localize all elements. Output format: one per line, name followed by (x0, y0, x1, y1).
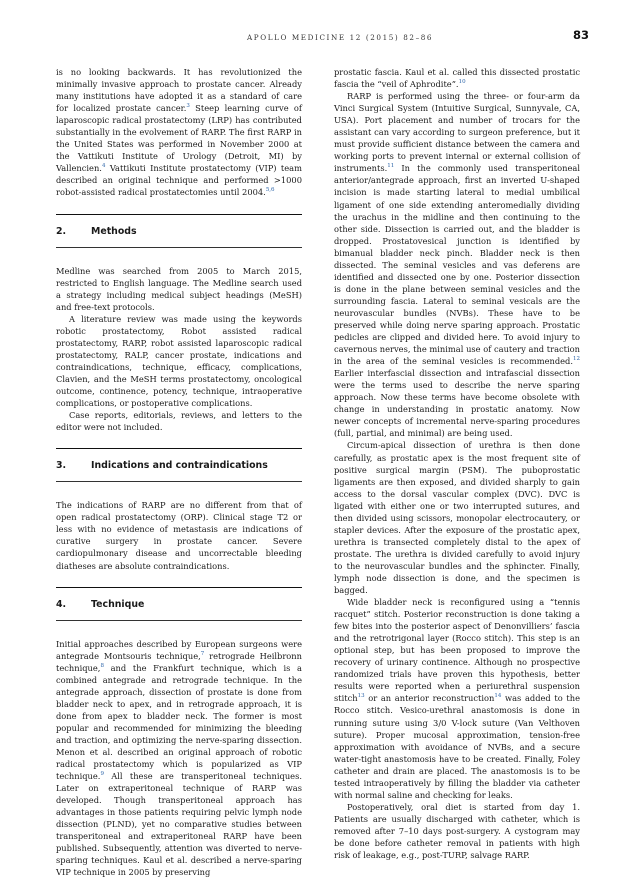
citation-13[interactable]: 13 (357, 693, 365, 700)
citation-9[interactable]: 9 (100, 771, 104, 778)
methods-paragraph-1: Medline was searched from 2005 to March 2015, restricted to English language. The Medline search used a strategy including medical subject headings (MeSH) and free-text protocols. (56, 265, 302, 312)
indications-paragraph: The indications of RARP are no different from that of open radical prostatectomy (ORP). Clinical stage T2 or less with no evidence of metastasis are indications of curative surgery in prostate cancer. Severe cardiopulmonary disease and uncorrectable bleeding diatheses are absolute contraindications. (56, 500, 302, 571)
citation-4[interactable]: 4 (101, 163, 106, 170)
right-column (334, 66, 580, 861)
citation-12[interactable]: 12 (573, 356, 580, 363)
section-heading-technique: 4. Technique (56, 587, 302, 621)
technique-paragraph-5: Wide bladder neck is reconfigured using a “tennis racquet” stitch. Posterior reconstruction is done taking a few bites into the posterior aspect of Denonvilliers’ fascia and the retrotrigonal layer (Rocco stitch). This step is an optional step, but has been proposed to improve the recovery of urinary continence. Although no prospective randomized trials have proven this hypothesis, better results were reported when a periurethral suspension stitch$^{13}$ or an anterior reconstruction$^{14}$ was added to the Rocco stitch. Vesico-urethral anastomosis is done in running suture using 3/0 V-lock suture (Van Velthoven suture). Proper mucosal approximation, tension-free approximation with avoidance of NVBs, and a secure water-tight anastomosis have to be created. Finally, Foley catheter and drain are placed. The anastomosis is to be tested intraoperatively by filling the bladder via catheter with normal saline and checking for leaks. (334, 597, 580, 800)
citation-7[interactable]: 7 (200, 650, 205, 657)
citation-5-6[interactable]: 5,6 (265, 187, 275, 194)
technique-paragraph-4: Circum-apical dissection of urethra is then done carefully, as prostatic apex is the most frequent site of positive surgical margin (PSM). The puboprostatic ligaments are then exposed, and divided sharply to gain access to the dorsal vascular complex (DVC). DVC is ligated with either one or two interrupted sutures, and then divided using scissors, monopolar electrocautery, or stapler devices. After the exposure of the prostatic apex, urethra is transected completely distal to the apex of prostate. The urethra is divided carefully to avoid injury to the neurovascular bundles and the sphincter. Finally, lymph node dissection is done, and the specimen is bagged. (334, 440, 580, 596)
section-heading-methods: 2. Methods (56, 214, 302, 248)
technique-paragraph-1: Initial approaches described by European surgeons were antegrade Montsouris technique,$^7$ retrograde Heilbronn technique,$^8$ and the Frankfurt technique, which is a combined antegrade and retrograde technique. In the antegrade approach, dissection of prostate is done from bladder neck to apex, and in retrograde approach, it is done from apex to bladder neck. The former is most popular and recommended for minimizing the bleeding and traction, and optimizing the nerve-sparing dissection. Menon et al. described an original approach of robotic radical prostatectomy which is popularized as VIP technique.$^9$ All these are transperitoneal techniques. Later on extraperitoneal technique of RARP was developed. Though transperitoneal approach has advantages in those patients requiring pelvic lymph node dissection (PLND), yet no comparative studies between transperitoneal and extraperitoneal RARP have been published. Subsequently, attention was diverted to nerve-sparing techniques. Kaul et al. described a nerve-sparing VIP technique in 2005 by preserving (56, 638, 302, 878)
citation-3[interactable]: 3 (186, 103, 190, 110)
technique-paragraph-2: prostatic fascia. Kaul et al. called this dissected prostatic fascia the “veil of Aphrodite”.$^{10}$ (334, 67, 580, 90)
running-head: APOLLO MEDICINE 12 (2015) 82–86 (247, 33, 434, 42)
section-heading-indications: 3. Indications and contraindications (56, 448, 302, 482)
methods-paragraph-3: Case reports, editorials, reviews, and letters to the editor were not included. (56, 410, 302, 433)
methods-paragraph-2: A literature review was made using the keywords robotic prostatectomy, Robot assisted radical prostatectomy, RARP, robot assisted laparoscopic radical prostatectomy, RALP, cancer prostate, indications and contraindications, technique, efficacy, complications, Clavien, and the MeSH terms prostatectomy, oncological outcome, continence, potency, technique, intraoperative complications, or postoperative complications. (56, 313, 302, 409)
citation-8[interactable]: 8 (100, 662, 104, 669)
left-column (56, 66, 302, 879)
technique-paragraph-6: Postoperatively, oral diet is started from day 1. Patients are usually discharged with catheter, which is removed after 7–10 days post-surgery. A cystogram may be done before catheter removal in patients with high risk of leakage, e.g., post-TURP, salvage RARP. (334, 801, 580, 861)
citation-10[interactable]: 10 (458, 79, 466, 86)
technique-paragraph-3: RARP is performed using the three- or four-arm da Vinci Surgical System (Intuitive Surgical, Sunnyvale, CA, USA). Port placement and number of trocars for the assistant can vary according to surgeon preference, but it must provide sufficient distance between the camera and working ports to prevent internal or external collision of instruments.$^{11}$ In the commonly used transperitoneal anterior/antegrade approach, first an inverted U-shaped incision is made starting lateral to medial umbilical ligament of one side extending anteromedially dividing the urachus in the midline and then continuing to the other side. Dissection is carried out, and the bladder is dropped. Prostatovesical junction is identified by bimanual bladder neck pinch. Bladder neck is then dissected. The seminal vesicles and vas deferens are identified and dissected one by one. Posterior dissection is done in the plane between seminal vesicles and the surrounding fascia. Lateral to seminal vesicals are the neurovascular bundles (NVBs). These have to be preserved while doing nerve sparing approach. Prostatic pedicles are clipped and divided here. To avoid injury to cavernous nerves, the minimal use of cautery and traction in the area of the seminal vesicles is recommended.$^{12}$ Earlier interfascial dissection and intrafascial dissection were the terms used to describe the nerve sparing approach. Now these terms have become obsolete with change in understanding in prostatic anatomy. Now newer concepts of incremental nerve-sparing procedures (full, partial, and minimal) are being used. (334, 91, 580, 439)
page-number: 83 (573, 28, 590, 42)
citation-14[interactable]: 14 (494, 693, 502, 700)
citation-11[interactable]: 11 (387, 163, 395, 170)
intro-paragraph: is no looking backwards. It has revolutionized the minimally invasive approach to prostate cancer. Already many institutions have adopted it as a standard of care for localized prostate cancer.$^3$ Steep learning curve of laparoscopic radical prostatectomy (LRP) has contributed substantially in the evolvement of RARP. The first RARP in the United States was performed in November 2000 at the Vattikuti Institute of Urology (Detroit, MI) by Vallencien.$^4$ Vattikuti Institute prostatectomy (VIP) team described an original technique and performed >1000 robot-assisted radical prostatectomies until 2004.$^{5,6}$ (56, 67, 303, 198)
